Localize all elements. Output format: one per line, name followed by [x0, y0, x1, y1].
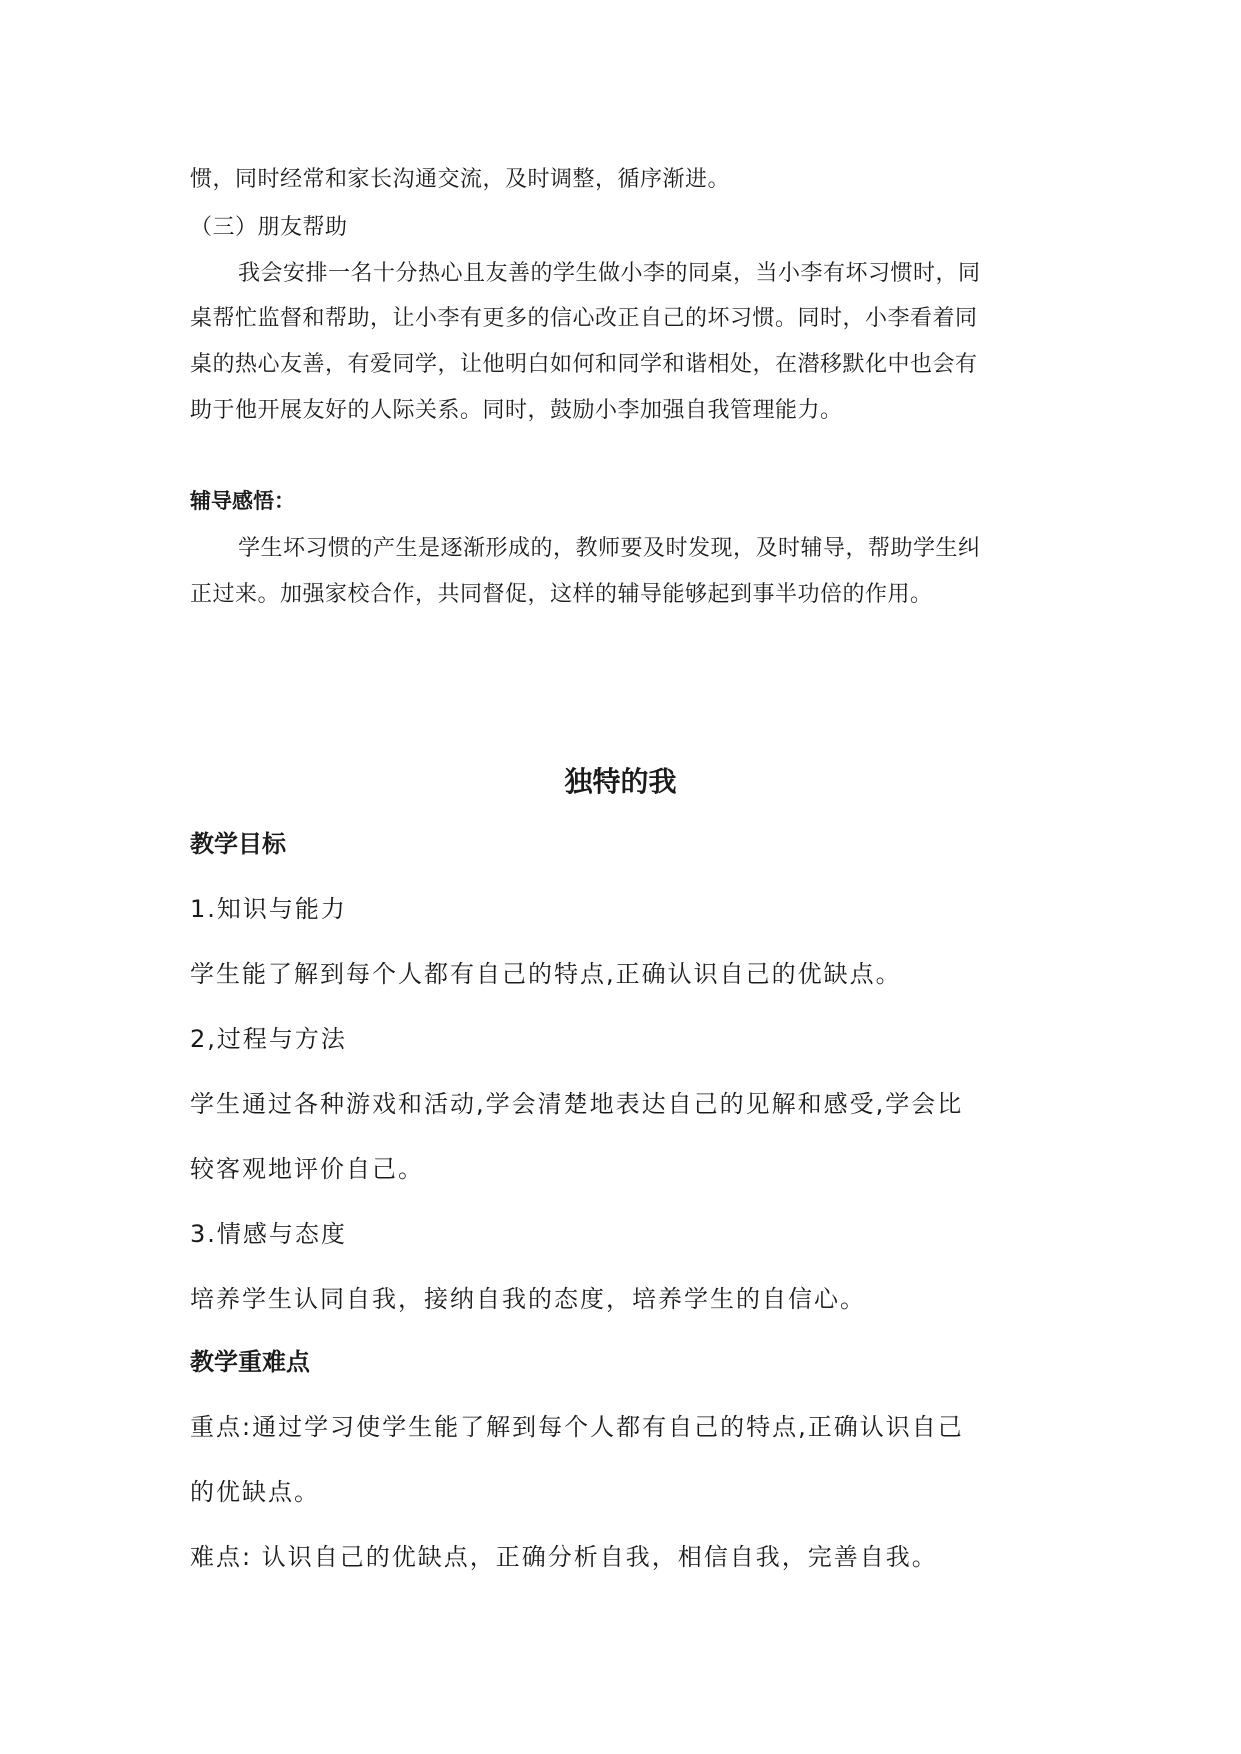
difficulty-text: 难点: 认识自己的优缺点，正确分析自我，相信自我，完善自我。: [190, 1543, 938, 1571]
goal-text: 较客观地评价自己。: [190, 1155, 424, 1183]
goal-label: 1.知识与能力: [190, 895, 347, 923]
paragraph-line: 学生坏习惯的产生是逐渐形成的，教师要及时发现，及时辅导，帮助学生纠: [238, 536, 981, 561]
key-point-text: 重点:通过学习使学生能了解到每个人都有自己的特点,正确认识自己: [190, 1413, 964, 1441]
goal-text: 学生能了解到每个人都有自己的特点,正确认识自己的优缺点。: [190, 960, 902, 988]
goal-text: 学生通过各种游戏和活动,学会清楚地表达自己的见解和感受,学会比: [190, 1090, 964, 1118]
subsection-heading: （三）朋友帮助: [190, 215, 348, 240]
goals-heading: 教学目标: [190, 830, 286, 858]
goal-text: 培养学生认同自我，接纳自我的态度，培养学生的自信心。: [190, 1285, 866, 1313]
key-point-text: 的优缺点。: [190, 1478, 320, 1506]
paragraph-line: 助于他开展友好的人际关系。同时，鼓励小李加强自我管理能力。: [190, 398, 843, 423]
key-points-heading: 教学重难点: [190, 1348, 310, 1376]
paragraph-line: 惯，同时经常和家长沟通交流，及时调整，循序渐进。: [190, 167, 731, 192]
paragraph-line: 正过来。加强家校合作，共同督促，这样的辅导能够起到事半功倍的作用。: [190, 582, 933, 607]
goal-label: 3.情感与态度: [190, 1220, 347, 1248]
lesson-title: 独特的我: [564, 765, 677, 798]
insight-heading: 辅导感悟：: [190, 489, 295, 513]
goal-label: 2,过程与方法: [190, 1025, 347, 1053]
paragraph-line: 我会安排一名十分热心且友善的学生做小李的同桌，当小李有坏习惯时，同: [238, 261, 981, 286]
paragraph-line: 桌帮忙监督和帮助，让小李有更多的信心改正自己的坏习惯。同时，小李看着同: [190, 306, 978, 331]
paragraph-line: 桌的热心友善，有爱同学，让他明白如何和同学和谐相处，在潜移默化中也会有: [190, 352, 978, 377]
